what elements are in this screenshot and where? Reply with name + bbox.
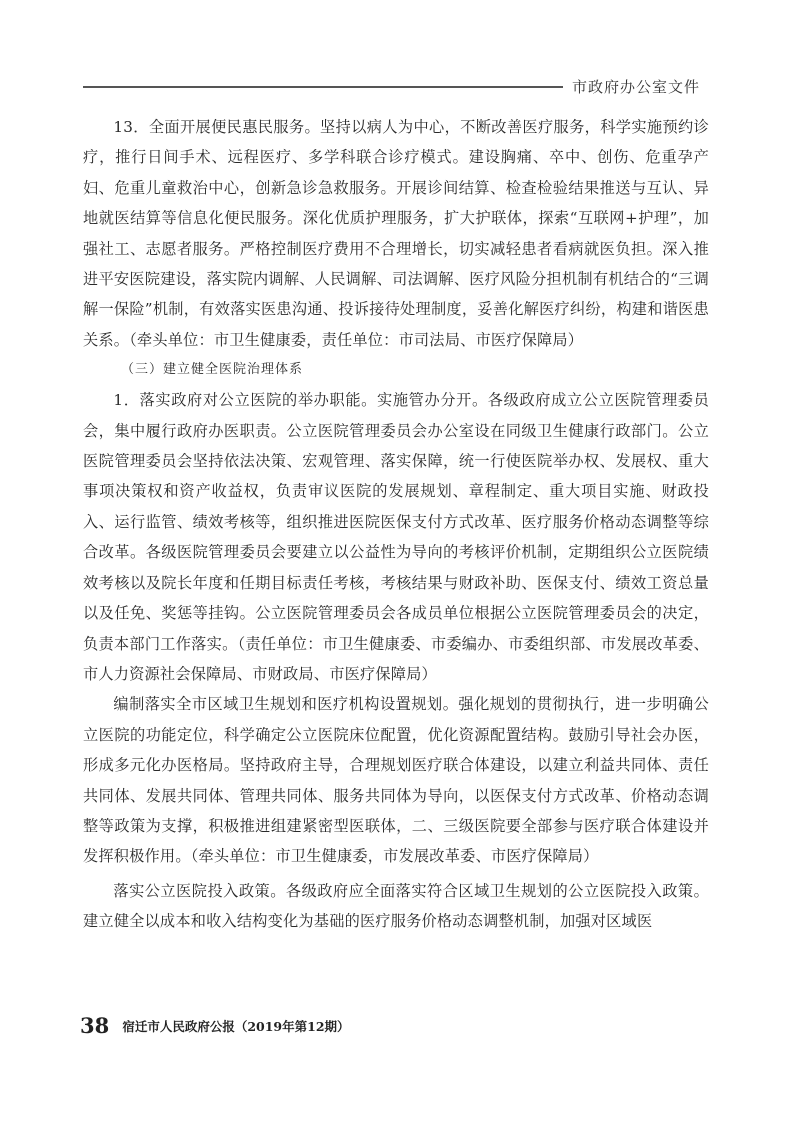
paragraph-government-functions: 1．落实政府对公立医院的举办职能。实施管办分开。各级政府成立公立医院管理委员会，集中履行政府办医职责。公立医院管理委员会办公室设在同级卫生健康行政部门。公立医院管理委员会坚持依法决策、宏观管理、落实保障，统一行使医院举办权、发展权、重大事项决策权和资产收益权，负责审议医院的发展规划、章程制定、重大项目实施、财政投入、运行监管、绩效考核等，组织推进医院医保支付方式改革、医疗服务价格动态调整等综合改革。各级医院管理委员会要建立以公益性为导向的考核评价机制，定期组织公立医院绩效考核以及院长年度和任期目标责任考核，考核结果与财政补助、医保支付、绩效工资总量以及任免、奖惩等挂钩。公立医院管理委员会各成员单位根据公立医院管理委员会的决定，负责本部门工作落实。（责任单位：市卫生健康委、市委编办、市委组织部、市发展改革委、市人力资源社会保障局、市财政局、市医疗保障局） <box>83 391 709 683</box>
document-body <box>83 112 709 937</box>
paragraph-convenience-services: 13．全面开展便民惠民服务。坚持以病人为中心，不断改善医疗服务，科学实施预约诊疗，推行日间手术、远程医疗、多学科联合诊疗模式。建设胸痛、卒中、创伤、危重孕产妇、危重儿童救治中心，创新急诊急救服务。开展诊间结算、检查检验结果推送与互认、异地就医结算等信息化便民服务。深化优质护理服务，扩大护联体，探索“互联网+护理”，加强社工、志愿者服务。严格控制医疗费用不合理增长，切实减轻患者看病就医负担。深入推进平安医院建设，落实院内调解、人民调解、司法调解、医疗风险分担机制有机结合的“三调解一保险”机制，有效落实医患沟通、投诉接待处理制度，妥善化解医疗纠纷，构建和谐医患关系。（牵头单位：市卫生健康委，责任单位：市司法局、市医疗保障局） <box>83 118 709 349</box>
paragraph-regional-planning: 编制落实全市区域卫生规划和医疗机构设置规划。强化规划的贯彻执行，进一步明确公立医院的功能定位，科学确定公立医院床位配置，优化资源配置结构。鼓励引导社会办医，形成多元化办医格局。坚持政府主导，合理规划医疗联合体建设，以建立利益共同体、责任共同体、发展共同体、管理共同体、服务共同体为导向，以医保支付方式改革、价格动态调整等政策为支撑，积极推进组建紧密型医联体，二、三级医院要全部参与医疗联合体建设并发挥积极作用。（牵头单位：市卫生健康委，市发展改革委、市医疗保障局） <box>83 695 709 866</box>
section-heading: （三）建立健全医院治理体系 <box>121 362 304 378</box>
page-number: 38 <box>80 1013 110 1038</box>
journal-title: 宿迁市人民政府公报（2019年第12期） <box>122 1018 350 1034</box>
page-footer <box>80 1013 350 1037</box>
header-title: 市政府办公室文件 <box>572 78 701 96</box>
paragraph-investment-policy: 落实公立医院投入政策。各级政府应全面落实符合区域卫生规划的公立医院投入政策。建立健全以成本和收入结构变化为基础的医疗服务价格动态调整机制，加强对区域医 <box>83 881 709 931</box>
header-rule <box>83 86 563 88</box>
